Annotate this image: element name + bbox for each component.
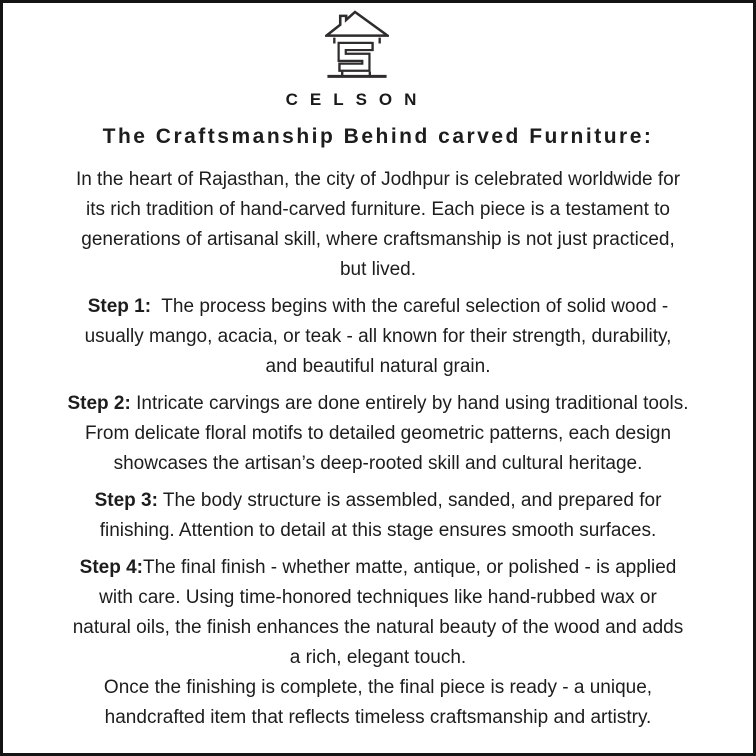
body-copy — [17, 165, 739, 733]
line-text: From delicate floral motifs to detailed geometric patterns, each design — [84, 423, 672, 444]
line-text: finishing. Attention to detail at this stage ensures smooth surfaces. — [99, 520, 657, 541]
paragraph-intro — [17, 165, 739, 285]
paragraph-line — [17, 352, 739, 382]
line-text: The final finish - whether matte, antique, or polished - is applied — [143, 557, 677, 578]
step-label: Step 3: — [94, 490, 158, 511]
line-text: and beautiful natural grain. — [265, 356, 491, 377]
paragraph-closing — [17, 673, 739, 733]
line-text: Once the finishing is complete, the final piece is ready - a unique, — [103, 677, 653, 698]
line-text: The body structure is assembled, sanded, and prepared for — [157, 490, 662, 511]
paragraph-line — [17, 613, 739, 643]
house-monogram-icon — [325, 9, 389, 80]
paragraph-step-3 — [17, 486, 739, 546]
paragraph-line — [17, 583, 739, 613]
line-text: its rich tradition of hand-carved furniture. Each piece is a testament to — [85, 199, 671, 220]
paragraph-step-2 — [17, 389, 739, 479]
line-text: handcrafted item that reflects timeless craftsmanship and artistry. — [104, 707, 652, 728]
brand-logo-block — [0, 9, 718, 110]
paragraph-line — [17, 673, 739, 703]
line-text: with care. Using time-honored techniques like hand-rubbed wax or — [99, 587, 657, 608]
line-text: but lived. — [339, 259, 417, 280]
paragraph-line — [17, 225, 739, 255]
paragraph-step-1 — [17, 292, 739, 382]
paragraph-line — [17, 419, 739, 449]
line-text: The process begins with the careful selection of solid wood - — [151, 296, 669, 317]
paragraph-line — [17, 553, 739, 583]
line-text: usually mango, acacia, or teak - all known for their strength, durability, — [84, 326, 672, 347]
paragraph-line — [17, 255, 739, 285]
paragraph-line — [17, 389, 739, 419]
line-text: showcases the artisan’s deep-rooted skill and cultural heritage. — [113, 453, 643, 474]
line-text: generations of artisanal skill, where craftsmanship is not just practiced, — [81, 229, 675, 250]
paragraph-line — [17, 486, 739, 516]
line-text: Intricate carvings are done entirely by hand using traditional tools. — [130, 393, 689, 414]
paragraph-step-4 — [17, 553, 739, 673]
document-page — [3, 3, 753, 753]
paragraph-line — [17, 195, 739, 225]
line-text: In the heart of Rajasthan, the city of Jodhpur is celebrated worldwide for — [75, 169, 681, 190]
paragraph-line — [17, 322, 739, 352]
page-title: The Craftsmanship Behind carved Furniture: — [102, 125, 654, 148]
paragraph-line — [17, 643, 739, 673]
step-label: Step 4: — [79, 557, 143, 578]
paragraph-line — [17, 516, 739, 546]
paragraph-line — [17, 703, 739, 733]
paragraph-line — [17, 165, 739, 195]
brand-name: CELSON — [285, 90, 429, 109]
line-text: a rich, elegant touch. — [289, 647, 467, 668]
paragraph-line — [17, 292, 739, 322]
paragraph-line — [17, 449, 739, 479]
step-label: Step 2: — [67, 393, 131, 414]
step-label: Step 1: — [87, 296, 152, 317]
line-text: natural oils, the finish enhances the natural beauty of the wood and adds — [72, 617, 684, 638]
